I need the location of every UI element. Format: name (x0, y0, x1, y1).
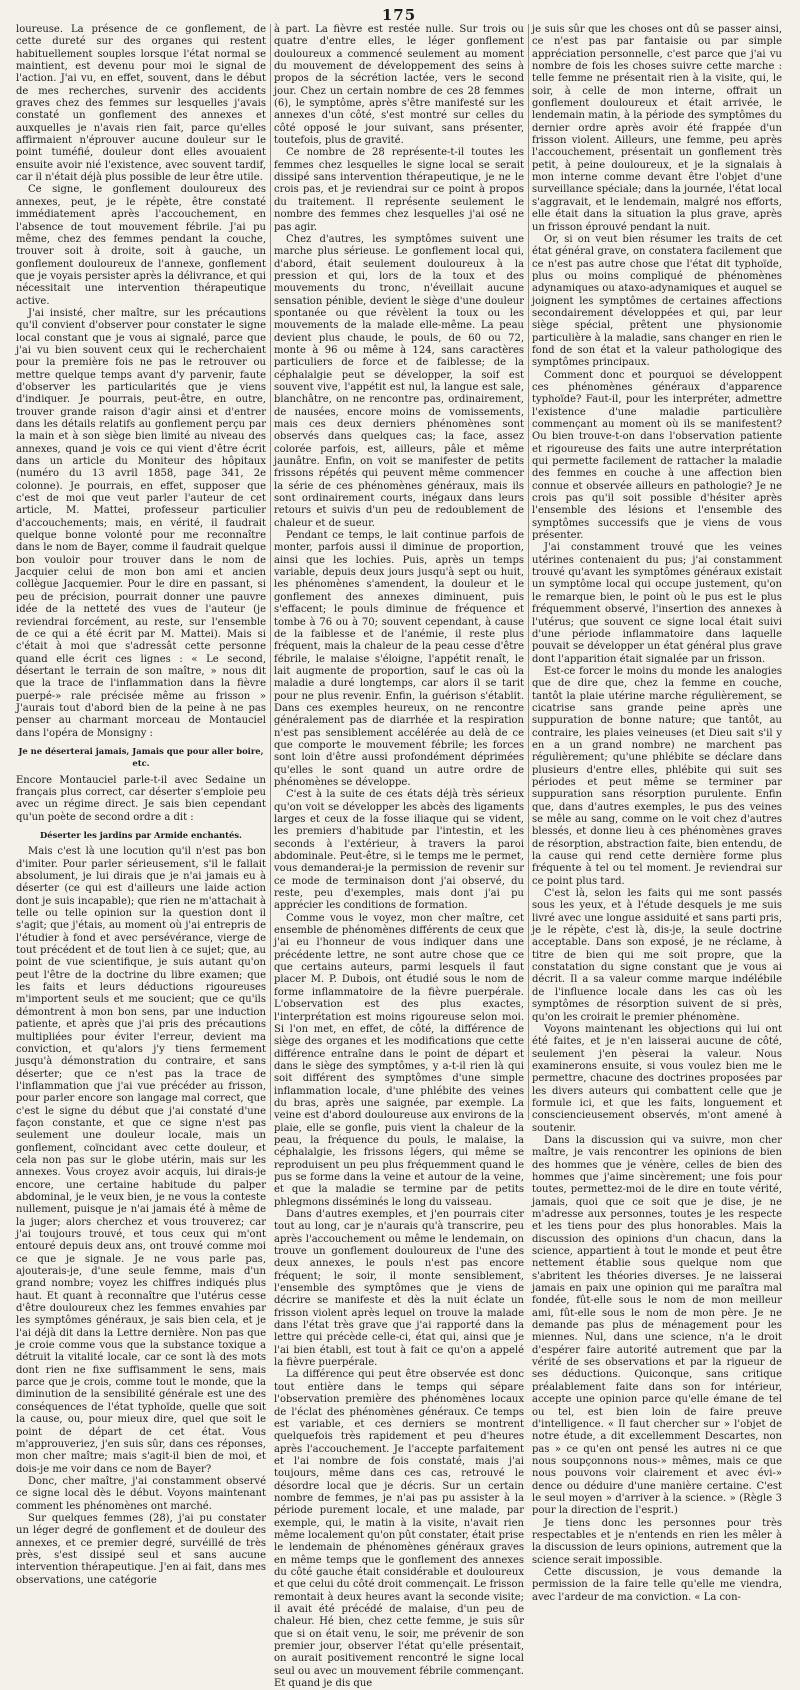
paragraph: je suis sûr que les choses ont dû se passer ainsi, ce n'est pas par fantaisie ou par simple appréciation personnelle, c'est parce que j'ai vu nombre de fois les choses suivre cette marche : telle femme ne présentait rien à la visite, qui, le soir, à celle de mon interne, offrait un gonflement douloureux et était arrivée, le lendemain matin, à la période des symptômes du dernier ordre après avoir été frappée d'un frisson violent. Ailleurs, une femme, peu après l'accouchement, présentait un gonflement très petit, à peine douloureux, et je la signalais à mon interne comme devant être l'objet d'une surveillance spéciale; dans la journée, l'état local s'aggravait, et le lendemain, malgré nos efforts, elle était dans la situation la plus grave, après un frisson éprouvé pendant la nuit. (532, 24, 782, 233)
verse-quote: Je ne déserterai jamais, Jamais que pour aller boire, etc. (18, 745, 264, 769)
paragraph: Mais c'est là une locution qu'il n'est pas bon d'imiter. Pour parler sérieusement, s'il le fallait absolument, je lui dirais que je n'ai jamais eu à déserter (ce qui est d'ailleurs une laide action dont je suis incapable); que rien ne m'attachait à telle ou telle opinion sur la question dont il s'agit; que j'étais, au moment où j'ai entrepris de l'étudier à fond et avec persévérance, vierge de tout précédent et de tout lien à ce sujet; que, au point de vue scientifique, je suis autant qu'on peut l'être de la doctrine du libre examen; que les faits et leurs déductions rigoureuses m'importent seuls et me soucient; que ce qu'ils démontrent à mon bon sens, par une induction patiente, et après que j'ai pris des précautions multipliées pour éviter l'erreur, devient ma conviction, et qu'alors j'y tiens fermement jusqu'à démonstration du contraire, et sans déserter; que ce n'est pas la trace de l'inflammation que j'ai vue précéder au frisson, pour parler encore son langage mal correct, que c'est le signe du début que j'ai constaté d'une façon constante, et que ce signe n'est pas seulement une douleur locale, mais un gonflement, coïncidant avec cette douleur, et cela non pas sur le globe utérin, mais sur les annexes. Vous croyez avoir acquis, lui dirais-je encore, une certaine habitude du palper abdominal, je le veux bien, je ne vous la conteste nullement, puisque je n'ai jamais été à même de la juger; alors cherchez et vous trouverez; car j'ai toujours trouvé, et tous ceux qui m'ont entouré depuis deux ans, ont trouvé comme moi ce que je signale. Je ne vous parle pas, ajouterais-je, d'une seule femme, mais d'un grand nombre; voyez les chiffres indiqués plus haut. Et quant à reconnaître que l'utérus cesse d'être douloureux chez les femmes envahies par les symptômes généraux, je sais bien cela, et je l'ai déjà dit dans la Lettre dernière. Non pas que je croie comme vous que la substance toxique a détruit la vitalité locale, car ce sont là des mots dont rien ne fixe suffisamment le sens, mais parce que je crois, comme tout le monde, que la diminution de la sensibilité générale est une des conséquences de l'état typhoïde, quelle que soit la cause, ou, pour mieux dire, quel que soit le point de départ de cet état. Vous m'approuveriez, j'en suis sûr, dans ces réponses, mon cher maître; mais s'agit-il bien de moi, et dois-je me voir dans ce nom de Bayer? (16, 846, 266, 1475)
paragraph: Comme vous le voyez, mon cher maître, cet ensemble de phénomènes différents de ceux que j'ai eu l'honneur de vous indiquer dans une précédente lettre, ne sont autre chose que ce que certains auteurs, parmi lesquels il faut placer M. P. Dubois, ont étudié sous le nom de forme inflammatoire de la fièvre puerpérale. L'observation est des plus exactes, l'interprétation est moins rigoureuse selon moi. Si l'on met, en effet, de côté, la différence de siège des organes et les modifications que cette différence entraîne dans le point de départ et dans le siège des symptômes, y a-t-il rien là qui soit différent des symptômes d'une simple inflammation locale, d'une phlébite des veines du bras, après une saignée, par exemple. La veine est d'abord douloureuse aux environs de la plaie, elle se gonfle, puis vient la chaleur de la peau, la fréquence du pouls, le malaise, la céphalalgie, les frissons légers, qui même se reproduisent un peu plus fréquemment quand le pus se forme dans la veine et autour de la veine, et que la maladie se termine par de petits phlegmons disséminés le long du vaisseau. (274, 912, 524, 1208)
column-divider (270, 24, 271, 1120)
paragraph: C'est à la suite de ces états déjà très sérieux qu'on voit se développer les abcès des ligaments larges et ceux de la fosse iliaque qui se vident, les premiers d'habitude par l'intestin, et les seconds à l'extérieur, à travers la paroi abdominale. Peut-être, si le temps me le permet, vous demanderai-je la permission de revenir sur ce mode de terminaison dont j'ai observé, du reste, peu d'exemples, mais dont j'ai pu apprécier les conditions de formation. (274, 789, 524, 912)
column-divider (528, 24, 529, 1120)
paragraph: Ce nombre de 28 représente-t-il toutes les femmes chez lesquelles le signe local se serait dissipé sans intervention thérapeutique, je ne le crois pas, et je reviendrai sur ce point à propos du traitement. Il représente seulement le nombre des femmes chez lesquelles j'ai osé ne pas agir. (274, 147, 524, 233)
paragraph: loureuse. La présence de ce gonflement, de cette dureté sur des organes qui restent habituellement souples lorsque l'état normal se maintient, est devenu pour moi le signal de l'action. J'ai vu, en effet, souvent, dans le début de mes recherches, survenir des accidents graves chez des femmes sur lesquelles j'avais constaté un gonflement des annexes et auxquelles je n'avais rien fait, parce qu'elles affirmaient n'éprouver aucune douleur sur le point tuméfié, douleur dont elles avouaient ensuite avoir nié l'existence, avec souvent tardif, car il n'était déjà plus possible de leur être utile. (16, 24, 266, 184)
page-number: 175 (381, 6, 417, 24)
column-middle (274, 24, 524, 1690)
verse-quote: Déserter les jardins par Armide enchantés. (40, 830, 242, 840)
paragraph: Chez d'autres, les symptômes suivent une marche plus sérieuse. Le gonflement local qui, d'abord, était seulement douloureux à la pression et qui, lors de la toux et des mouvements du tronc, n'éveillait aucune sensation pénible, devient le siège d'une douleur spontanée ou que révèlent la toux ou les mouvements de la malade elle-même. La peau devient plus chaude, le pouls, de 60 ou 72, monte à 96 ou même à 124, sans caractères particuliers de force et de faiblesse; de la céphalalgie peut se développer, la soif est souvent vive, l'appétit est nul, la langue est sale, blanchâtre, on ne rencontre pas, ordinairement, de nausées, encore moins de vomissements, mais ces deux derniers phénomènes sont observés dans quelques cas; la face, assez colorée parfois, est, ailleurs, pâle et même jaunâtre. Enfin, on voit se manifester de petits frissons répétés qui peuvent même commencer la série de ces phénomènes généraux, mais ils sont ordinairement courts, inégaux dans leurs retours et suivis d'un peu de redoublement de chaleur et de sueur. (274, 233, 524, 529)
paragraph: Est-ce forcer le moins du monde les analogies que de dire que, chez la femme en couche, tantôt la plaie utérine marche régulièrement, se cicatrise sans grande peine après une suppuration de bonne nature; que tantôt, au contraire, les plaies veineuses (et Dieu sait s'il y en a un grand nombre) ne marchent pas régulièrement; qu'une phlébite se déclare dans plusieurs d'entre elles, phlébite qui suit ses périodes et peut même se terminer par suppuration sans résorption purulente. Enfin que, dans d'autres exemples, le pus des veines se mêle au sang, comme on le voit chez d'autres blessés, et donne lieu à ces phénomènes graves de résorption, abstraction faite, bien entendu, de la cause qui rend cette dernière forme plus fréquente à tel ou tel moment. Je reviendrai sur ce point plus tard. (532, 665, 782, 887)
paragraph: Dans d'autres exemples, et j'en pourrais citer tout au long, car je n'aurais qu'à transcrire, peu après l'accouchement ou même le lendemain, on trouve un gonflement douloureux de l'une des deux annexes, le pouls n'est pas encore fréquent; le soir, il monte sensiblement, l'ensemble des symptômes que je viens de décrire se manifeste et dès la nuit éclate un frisson violent après lequel on trouve la malade dans l'état très grave que j'ai rapporté dans la lettre qui précède celle-ci, état qui, ainsi que je l'ai bien établi, est tout à fait ce qu'on a appelé la fièvre puerpérale. (274, 1209, 524, 1369)
paragraph: Voyons maintenant les objections qui lui ont été faites, et je n'en laisserai aucune de côté, seulement j'en pèserai la valeur. Nous examinerons ensuite, si vous voulez bien me le permettre, chacune des doctrines proposées par les divers auteurs qui combattent celle que je formule ici, et que les faits, longuement et consciencieusement observés, m'ont amené à soutenir. (532, 1023, 782, 1134)
paragraph: La différence qui peut être observée est donc tout entière dans le temps qui sépare l'observation première des phénomènes locaux de l'éclat des phénomènes généraux. Ce temps est variable, et ces derniers se montrent quelquefois très rapidement et peu d'heures après l'accouchement. Je l'accepte parfaitement et l'ai nombre de fois constaté, mais j'ai toujours, même dans ces cas, retrouvé le désordre local que je décris. Sur un certain nombre de femmes, je n'ai pas pu assister à la période purement locale, et une malade, par exemple, qui, le matin à la visite, n'avait rien même localement qu'on pût constater, était prise le lendemain de phénomènes généraux graves en même temps que le gonflement des annexes du côté gauche était considérable et douloureux et que celui du côté droit commençait. Le frisson remontait à deux heures avant la seconde visite; il avait été précédé de malaise, d'un peu de chaleur. Hé bien, chez cette femme, je suis sûr que si on était venu, le soir, me prévenir de son premier jour, observer l'état qu'elle présentait, on aurait positivement rencontré le signe local seul ou avec un mouvement fébrile commençant. Et quand je dis que (274, 1369, 524, 1690)
paragraph: Pendant ce temps, le lait continue parfois de monter, parfois aussi il diminue de proportion, ainsi que les lochies. Puis, après un temps variable, depuis deux jours jusqu'à sept ou huit, les phénomènes s'amendent, la douleur et le gonflement des annexes diminuent, puis s'effacent; le pouls diminue de fréquence et tombe à 76 ou à 70; souvent cependant, à cause de la faiblesse et de l'anémie, il reste plus fréquent, mais la chaleur de la peau cesse d'être fébrile, le malaise s'éloigne, l'appétit renaît, le lait augmente de proportion, sauf le cas où la maladie a duré longtemps, car alors il se tarit pour ne plus revenir. Enfin, la guérison s'établit. Dans ces exemples heureux, on ne rencontre généralement pas de diarrhée et la respiration n'est pas sensiblement accélérée au delà de ce que comporte le mouvement fébrile; les forces sont loin d'être aussi profondément déprimées qu'elles le sont quand un autre ordre de phénomènes se développe. (274, 530, 524, 788)
paragraph: C'est là, selon les faits qui me sont passés sous les yeux, et à l'étude desquels je me suis livré avec une longue assiduité et sans parti pris, je le répète, c'est là, dis-je, la seule doctrine acceptable. Dans son exposé, je ne réclame, à titre de bien qui me soit propre, que la constatation du signe constant que je vous ai décrit. Il a sa valeur comme marque indélébile de l'influence locale dans les cas où les symptômes de résorption suivent de si près, qu'on les croirait le premier phénomène. (532, 888, 782, 1023)
paragraph: Cette discussion, je vous demande la permission de la faire telle qu'elle me viendra, avec l'ardeur de ma conviction. « La con- (532, 1566, 782, 1603)
paragraph: Comment donc et pourquoi se développent ces phénomènes généraux d'apparence typhoïde? Faut-il, pour les interpréter, admettre l'existence d'une maladie particulière commençant au moment où ils se manifestent? Ou bien trouve-t-on dans l'observation patiente et rigoureuse des faits une autre interprétation qui permette facilement de rattacher la maladie des femmes en couche à une affection bien connue et observée ailleurs en pathologie? Je ne crois pas qu'il soit possible d'hésiter après l'ensemble des lésions et l'ensemble des symptômes successifs que je viens de vous présenter. (532, 369, 782, 542)
paragraph: Encore Montauciel parle-t-il avec Sedaine un français plus correct, car déserter s'emploie peu avec un régime direct. Je sais bien cependant qu'un poète de second ordre a dit : (16, 774, 266, 823)
paragraph: J'ai constamment trouvé que les veines utérines contenaient du pus; j'ai constamment trouvé qu'avant les symptômes généraux existait un symptôme local qui occupe justement, qu'on le remarque bien, le point où le pus est le plus fréquemment observé, l'insertion des annexes à l'utérus; que souvent ce signe local était suivi d'une période inflammatoire dans laquelle pouvait se développer un état général plus grave dont l'apparition était signalée par un frisson. (532, 542, 782, 665)
paragraph: Sur quelques femmes (28), j'ai pu constater un léger degré de gonflement et de douleur des annexes, et ce premier degré, survéillé de très près, s'est dissipé seul et sans aucune intervention thérapeutique. J'en ai fait, dans mes observations, une catégorie (16, 1512, 266, 1586)
paragraph: J'ai insisté, cher maître, sur les précautions qu'il convient d'observer pour constater le signe local constant que je vous ai signalé, parce que j'ai vu bien souvent ceux qui le recherchaient pour la première fois ne pas le retrouver ou mettre quelque temps avant d'y parvenir, faute d'observer les particularités que je viens d'indiquer. Je pourrais, peut-être, en outre, trouver grande raison d'agir ainsi et d'entrer dans les détails relatifs au gonflement perçu par la main et à son siège bien limité au niveau des annexes, quand je vois ce qui vient d'être écrit dans un article du Moniteur des hôpitaux (numéro du 13 avril 1858, page 341, 2e colonne). Je pourrais, en effet, supposer que c'est de moi que veut parler l'auteur de cet article, M. Mattei, professeur particulier d'accouchements; mais, en vérité, il faudrait quelque bonne volonté pour me reconnaître dans le nom de Bayer, comme il faudrait quelque bon vouloir pour trouver dans le nom de Jacquier celui de mon bon ami et ancien collègue Jacquemier. Pour le dire en passant, si peu de précision, pourrait donner une pauvre idée de la netteté des vues de l'auteur (je reviendrai forcément, au reste, sur l'ensemble de ce qui a été écrit par M. Mattei). Mais si c'était à moi que s'adressât cette personne quand elle écrit ces lignes : « Le second, désertant le terrain de son maître, » nous dit que la trace de l'inflammation dans la fièvre puerpé-» rale précisée même au frisson » J'aurais tout d'abord bien de la peine à ne pas penser au charmant morceau de Montauciel dans l'opéra de Monsigny : (16, 307, 266, 739)
paragraph: Donc, cher maître, j'ai constamment observé ce signe local dès le début. Voyons maintenant comment les phénomènes ont marché. (16, 1475, 266, 1512)
paragraph: Je tiens donc les personnes pour très respectables et je n'entends en rien les mêler à la discussion de leurs opinions, autrement que la science serait impossible. (532, 1517, 782, 1566)
column-right (532, 24, 782, 1603)
paragraph: Dans la discussion qui va suivre, mon cher maître, je vais rencontrer les opinions de bien des hommes que je vénère, celles de bien des hommes que j'aime sincèrement; une fois pour toutes, permettez-moi de le dire en toute vérité, jamais, quoi que ce soit que je dise, je ne m'adresse aux personnes, toutes je les respecte et les tiens pour des plus honorables. Mais la discussion des opinions d'un chacun, dans la science, appartient à tout le monde et peut être nettement établie sous quelque nom que s'abritent les théories diverses. Je ne laisserai jamais en paix une opinion qui me paraîtra mal fondée, fût-elle sous le nom de mon meilleur ami, fût-elle sous le nom de mon père. Je ne demande pas plus de ménagement pour les miennes. Nul, dans une science, n'a le droit d'espérer faire autorité autrement que par la vérité de ses observations et par la rigueur de ses déductions. Quiconque, sans critique préalablement faite dans son for intérieur, accepte une opinion parce qu'elle émane de tel ou tel, est bien loin de faire preuve d'intelligence. « Il faut chercher sur » l'objet de notre étude, a dit excellemment Descartes, non pas » ce qu'en ont pensé les autres ni ce que nous soupçonnons nous-» mêmes, mais ce que nous pouvons voir clairement et avec évi-» dence ou déduire d'une manière certaine. C'est le seul moyen » d'arriver à la science. » (Règle 3 pour la direction de l'esprit.) (532, 1134, 782, 1517)
paragraph: à part. La fièvre est restée nulle. Sur trois ou quatre d'entre elles, le léger gonflement douloureux a commencé seulement au moment du mouvement de développement des seins à propos de la sécrétion lactée, vers le second jour. Chez un certain nombre de ces 28 femmes (6), le symptôme, après s'être manifesté sur les annexes d'un côté, s'est montré sur celles du côté opposé le jour suivant, sans présenter, toutefois, plus de gravité. (274, 24, 524, 147)
paragraph: Ce signe, le gonflement douloureux des annexes, peut, je le répète, être constaté immédiatement après l'accouchement, en l'absence de tout mouvement fébrile. J'ai pu même, chez des femmes pendant la couche, trouver soit à droite, soit à gauche, un gonflement douloureux de l'annexe, gonflement que je voyais persister après la délivrance, et qui nécessitait une intervention thérapeutique active. (16, 184, 266, 307)
text-columns (16, 24, 782, 1690)
column-left (16, 24, 266, 1586)
paragraph: Or, si on veut bien résumer les traits de cet état général grave, on constatera facilement que ce n'est pas autre chose que l'état dit typhoïde, plus ou moins compliqué de phénomènes adynamiques ou ataxo-adynamiques et auquel se joignent les symptômes de certaines affections secondairement développées et qui, par leur siège spécial, prêtent une physionomie particulière à la maladie, sans changer en rien le fond de son état et la valeur pathologique des symptômes principaux. (532, 233, 782, 369)
